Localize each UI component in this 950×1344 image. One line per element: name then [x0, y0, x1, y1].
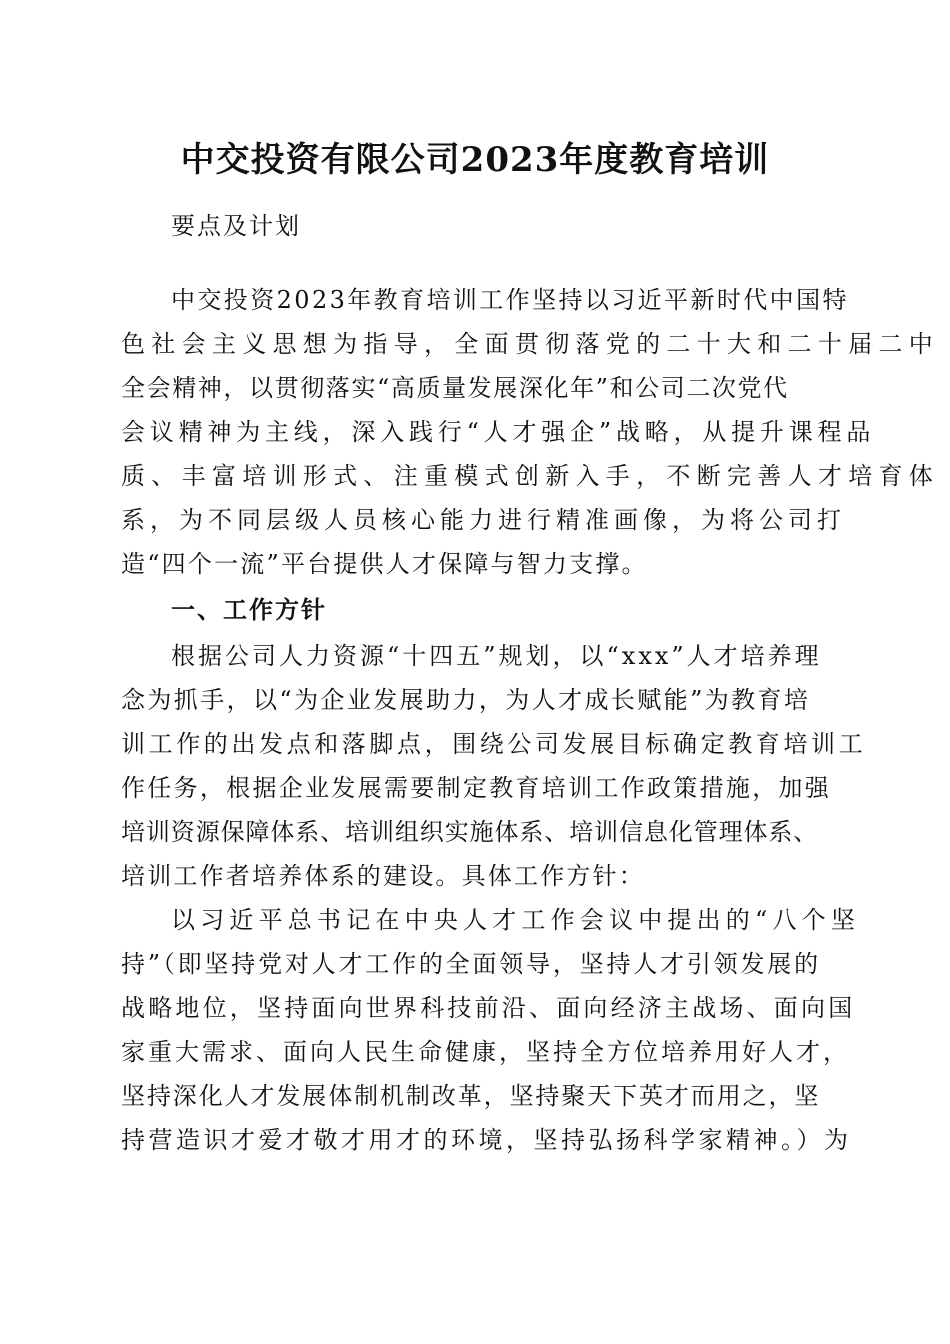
section-heading: 一、工作方针 — [171, 596, 327, 624]
text-line: 培训工作者培养体系的建设。具体工作方针： — [121, 862, 645, 890]
text-line: 持”（即坚持党对人才工作的全面领导，坚持人才引领发展的 — [121, 950, 821, 978]
text-line: 家重大需求、面向人民生命健康，坚持全方位培养用好人才， — [121, 1038, 850, 1066]
text-line: 念为抓手，以“为企业发展助力，为人才成长赋能”为教育培 — [121, 686, 811, 714]
text-line: 以习近平总书记在中央人才工作会议中提出的“八个坚 — [171, 906, 861, 934]
text-line: 持营造识才爱才敬才用才的环境，坚持弘扬科学家精神。）为 — [121, 1126, 852, 1154]
text-line: 坚持深化人才发展体制机制改革，坚持聚天下英才而用之，坚 — [121, 1082, 821, 1110]
document-title: 中交投资有限公司2023年度教育培训 — [180, 140, 770, 180]
text-line: 色社会主义思想为指导，全面贯彻落党的二十大和二十届二中 — [121, 330, 940, 358]
text-line: 造“四个一流”平台提供人才保障与智力支撑。 — [121, 550, 648, 578]
document-subtitle: 要点及计划 — [171, 212, 301, 240]
text-line: 会议精神为主线，深入践行“人才强企”战略，从提升课程品 — [121, 418, 876, 446]
text-line: 全会精神，以贯彻落实“高质量发展深化年”和公司二次党代 — [121, 374, 789, 402]
text-line: 战略地位，坚持面向世界科技前沿、面向经济主战场、面向国 — [121, 994, 856, 1022]
text-line: 根据公司人力资源“十四五”规划，以“xxx”人才培养理 — [171, 642, 822, 670]
text-line: 培训资源保障体系、培训组织实施体系、培训信息化管理体系、 — [121, 818, 819, 846]
text-line: 系，为不同层级人员核心能力进行精准画像，为将公司打 — [121, 506, 846, 534]
text-line: 中交投资2023年教育培训工作坚持以习近平新时代中国特 — [171, 286, 849, 314]
text-line: 质、丰富培训形式、注重模式创新入手，不断完善人才培育体 — [121, 462, 940, 490]
text-line: 训工作的出发点和落脚点，围绕公司发展目标确定教育培训工 — [121, 730, 867, 758]
text-line: 作任务，根据企业发展需要制定教育培训工作政策措施，加强 — [121, 774, 832, 802]
